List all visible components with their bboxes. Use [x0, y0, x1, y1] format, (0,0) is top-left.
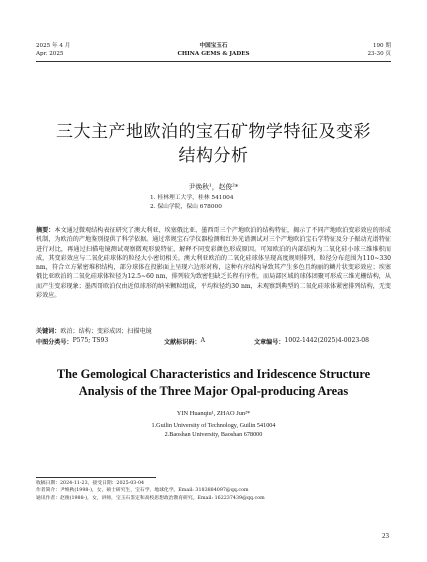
header-issue: [368, 42, 392, 58]
article-code: [254, 337, 370, 346]
abstract-label: 摘要：: [36, 227, 55, 234]
clc-value: P575; TS93: [72, 337, 109, 344]
affiliations-en: [0, 421, 427, 439]
header-date-cn: 2025 年 4 月: [36, 43, 71, 49]
abstract-text: 本文通过微观结构表征研究了澳大利亚、埃塞俄比亚、墨西哥三个产地欧泊的结构特征，揭示了不同产地欧泊变彩效应的形成机制，为欧泊的产地鉴别提供了科学依据。通过常规宝石学仪器检测和红外光谱测试对三个产地欧泊宝石学特征及分子振动光谱特征进行对比，再通过扫描电镜测试观察微观形貌特征，解释不同变彩颜色形成原因。可知欧泊的内部结构为二氧化硅小球三维堆积而成，其变彩效应与二氧化硅球体的粒径大小密切相关。澳大利亚欧泊的二氧化硅球体呈现高度规则排列，粒径分布范围为110~330 nm，符合立方紧密堆积结构，部分球体在投影面上呈现六边形对称，这种有序结构导致其产生多色且绚丽的鳞片状变彩效应；埃塞俄比亚欧泊的二氧化硅球体粒径为12.5~60 nm，排列较为致密但缺乏长程有序性，而局部区域的球体团聚可形成三维光栅结构，从而产生变彩现象；墨西哥欧泊仅由近似球形的纳米颗粒组成，平均粒径约30 nm，未观察到典型的二氧化硅球体紧密排列结构，无变彩效应。: [36, 227, 392, 300]
paper-title-cn: [40, 120, 387, 168]
keywords: [36, 326, 391, 335]
affiliation-cn-2: 2. 保山学院，保山 678000: [150, 204, 222, 210]
clc-code: [36, 337, 109, 346]
affiliations-cn: [150, 194, 234, 212]
footnote-author: 作者简介：尹焕秋(1998-)，女，硕士研究生，宝石学、地球化学。Email: 3183884097@qq.com: [36, 488, 249, 494]
title-cn-line-1: 三大主产地欧泊的宝石矿物学特征及变彩: [56, 122, 371, 142]
header-journal: [36, 42, 391, 58]
header-rule: [36, 61, 391, 62]
title-cn-line-2: 结构分析: [178, 146, 249, 166]
title-en-line-1: The Gemological Characteristics and Iridescence Structure: [56, 367, 371, 381]
doc-code: [164, 337, 205, 346]
article-value: 1002-1442(2025)4-0023-08: [284, 337, 370, 344]
article-label: 文章编号：: [254, 339, 285, 346]
authors-en: YIN Huanqiu¹, ZHAO Jun²*: [176, 410, 251, 417]
clc-label: 中图分类号：: [36, 339, 73, 346]
keywords-text: 欧泊；结构；变彩成因；扫描电镜: [60, 328, 152, 335]
footnotes: [36, 480, 391, 502]
journal-name-en: CHINA GEMS & JADES: [177, 51, 250, 57]
footnote-received: 收稿日期：2024-11-23，接受日期：2025-03-04: [36, 481, 145, 486]
doc-label: 文献标识码：: [164, 339, 201, 346]
affiliation-cn-1: 1. 桂林理工大学，桂林 541004: [150, 195, 234, 201]
title-en-line-2: Analysis of the Three Major Opal-producing Areas: [78, 384, 349, 398]
affiliation-en-1: 1.Guilin University of Technology, Guilin 541004: [151, 422, 276, 429]
keywords-label: 关键词：: [36, 328, 61, 335]
footnote-rule: [36, 477, 156, 478]
issue-number: 190 期: [372, 43, 391, 49]
header-date-en: Apr. 2025: [36, 51, 64, 57]
abstract-cn: [36, 226, 391, 300]
journal-name-cn: 中国宝玉石: [199, 43, 228, 49]
page-number: 23: [382, 532, 389, 540]
affiliation-en-2: 2.Baoshan University, Baoshan 678000: [164, 431, 263, 438]
paper-title-en: [36, 366, 391, 400]
page-range: 23-30 页: [367, 51, 391, 57]
doc-value: A: [200, 337, 205, 344]
footnote-corresponding: 通讯作者：赵俊(1988-)，女，讲师，宝玉石鉴定和高校思想政治教育研究。Email: 162237439@qq.com: [36, 495, 265, 501]
authors-cn: 尹焕秋¹，赵俊²*: [188, 183, 239, 191]
